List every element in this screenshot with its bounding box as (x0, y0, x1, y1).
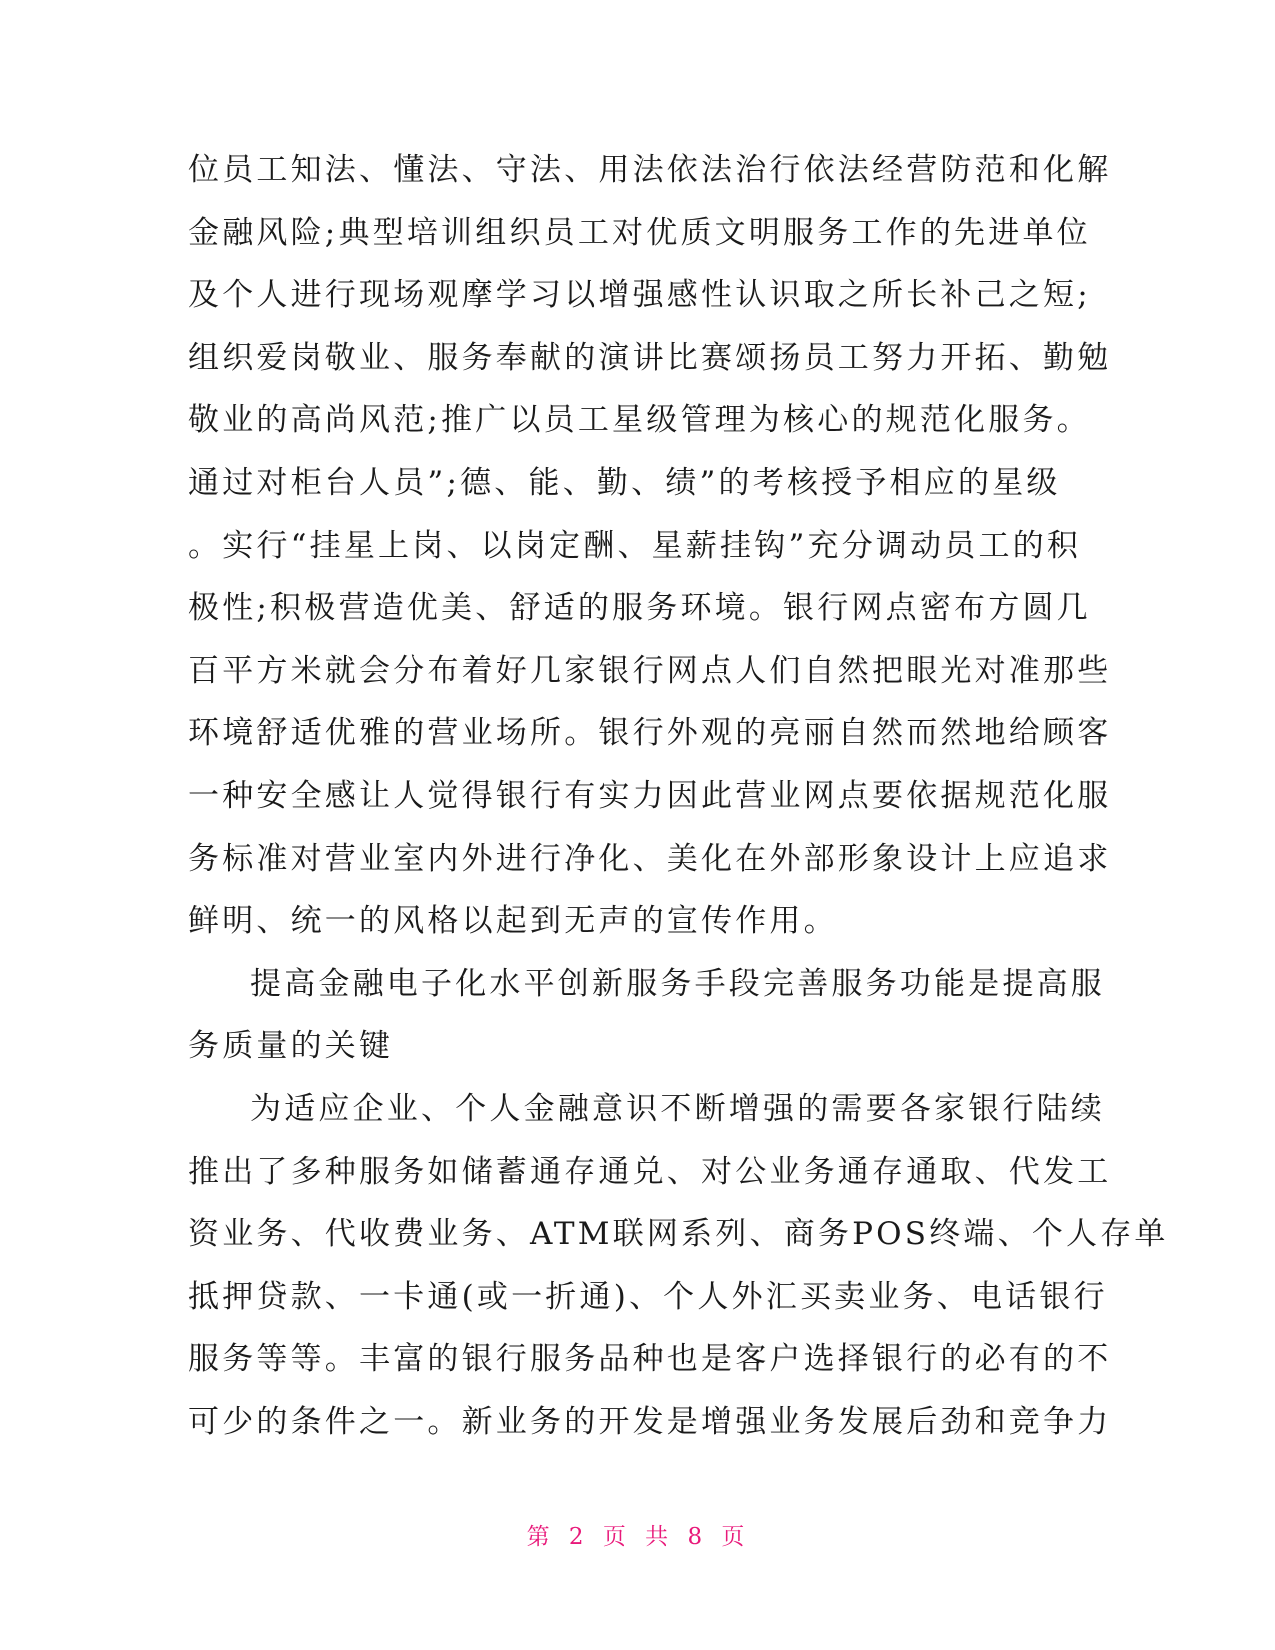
text-line: 金融风险;典型培训组织员工对优质文明服务工作的先进单位 (188, 214, 1091, 251)
text-line: 服务等等。丰富的银行服务品种也是客户选择银行的必有的不 (188, 1341, 1112, 1378)
text-line: 抵押贷款、一卡通(或一折通)、个人外汇买卖业务、电话银行 (188, 1278, 1108, 1315)
page-number-footer (0, 1518, 1275, 1551)
section-heading-line: 务质量的关键 (188, 1028, 394, 1065)
footer-page-unit: 页 (602, 1524, 630, 1550)
section-heading-line: 提高金融电子化水平创新服务手段完善服务功能是提高服 (250, 965, 1105, 1002)
footer-current-page: 2 (568, 1524, 588, 1550)
text-line: 极性;积极营造优美、舒适的服务环境。银行网点密布方圆几 (188, 590, 1091, 627)
footer-total-unit: 页 (721, 1524, 749, 1550)
footer-total-label: 共 (645, 1524, 673, 1550)
text-line: 敬业的高尚风范;推广以员工星级管理为核心的规范化服务。 (188, 402, 1091, 439)
footer-total-pages: 8 (687, 1524, 707, 1550)
text-line: 鲜明、统一的风格以起到无声的宣传作用。 (188, 903, 838, 940)
footer-page-label: 第 (526, 1524, 554, 1550)
text-line: 推出了多种服务如储蓄通存通兑、对公业务通存通取、代发工 (188, 1153, 1112, 1190)
body-text (188, 139, 1169, 1453)
text-line: 一种安全感让人觉得银行有实力因此营业网点要依据规范化服 (188, 777, 1112, 814)
text-line: 通过对柜台人员”;德、能、勤、绩”的考核授予相应的星级 (188, 464, 1061, 501)
text-line: 组织爱岗敬业、服务奉献的演讲比赛颂扬员工努力开拓、勤勉 (188, 339, 1112, 376)
text-line: 。实行“挂星上岗、以岗定酬、星薪挂钩”充分调动员工的积 (188, 527, 1082, 564)
text-line: 百平方米就会分布着好几家银行网点人们自然把眼光对准那些 (188, 652, 1112, 689)
text-line: 为适应企业、个人金融意识不断增强的需要各家银行陆续 (250, 1090, 1105, 1127)
text-line: 及个人进行现场观摩学习以增强感性认识取之所长补己之短; (188, 277, 1091, 314)
text-line: 位员工知法、懂法、守法、用法依法治行依法经营防范和化解 (188, 152, 1112, 188)
text-line: 可少的条件之一。新业务的开发是增强业务发展后劲和竞争力 (188, 1403, 1112, 1440)
text-line: 资业务、代收费业务、ATM联网系列、商务POS终端、个人存单 (188, 1216, 1169, 1253)
text-line: 务标准对营业室内外进行净化、美化在外部形象设计上应追求 (188, 840, 1112, 877)
text-line: 环境舒适优雅的营业场所。银行外观的亮丽自然而然地给顾客 (188, 715, 1112, 752)
